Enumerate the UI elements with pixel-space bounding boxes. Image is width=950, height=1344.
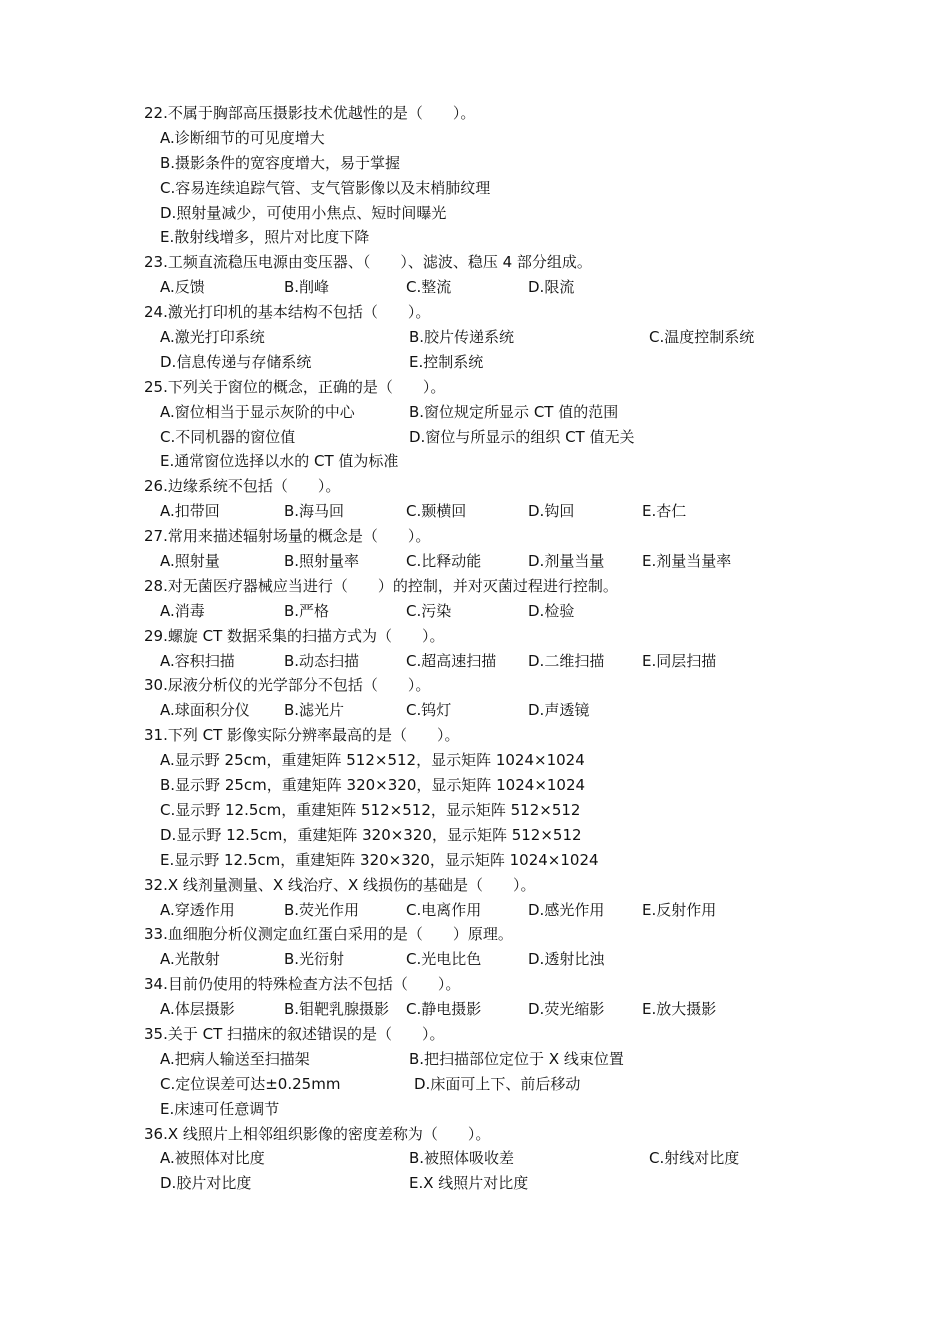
q30-option-d: D.声透镜 (528, 701, 590, 720)
q35-option-b: B.把扫描部位定位于 X 线束位置 (409, 1049, 624, 1068)
q36-option-e: E.X 线照片对比度 (409, 1174, 529, 1193)
question-34-stem: 34.目前仍使用的特殊检查方法不包括（ ）。 (144, 975, 461, 994)
q34-option-d: D.荧光缩影 (528, 1000, 605, 1019)
question-22-stem: 22.不属于胸部高压摄影技术优越性的是（ ）。 (144, 104, 476, 122)
q26-option-b: B.海马回 (284, 502, 345, 521)
question-30-stem: 30.尿液分析仪的光学部分不包括（ ）。 (144, 676, 431, 695)
q28-option-a: A.消毒 (160, 601, 205, 620)
question-24-stem: 24.激光打印机的基本结构不包括（ ）。 (144, 303, 431, 322)
q27-option-d: D.剂量当量 (528, 552, 605, 571)
q24-option-a: A.激光打印系统 (160, 328, 265, 347)
q31-option-d: D.显示野 12.5cm，重建矩阵 320×320，显示矩阵 512×512 (160, 825, 582, 844)
q36-option-a: A.被照体对比度 (160, 1149, 265, 1168)
q23-option-d: D.限流 (528, 278, 575, 297)
question-33-stem: 33.血细胞分析仪测定血红蛋白采用的是（ ）原理。 (144, 925, 513, 944)
q29-option-b: B.动态扫描 (284, 651, 360, 670)
q24-option-b: B.胶片传递系统 (409, 328, 515, 347)
q35-option-c: C.定位误差可达±0.25mm (160, 1074, 341, 1093)
q36-option-b: B.被照体吸收差 (409, 1149, 515, 1168)
q24-option-c: C.温度控制系统 (649, 328, 755, 347)
q27-option-b: B.照射量率 (284, 552, 360, 571)
q24-option-d: D.信息传递与存储系统 (160, 352, 312, 371)
question-36-stem: 36.X 线照片上相邻组织影像的密度差称为（ ）。 (144, 1124, 491, 1143)
q29-option-a: A.容积扫描 (160, 651, 235, 670)
q27-option-a: A.照射量 (160, 552, 220, 571)
q28-option-d: D.检验 (528, 601, 575, 620)
q25-option-e: E.通常窗位选择以水的 CT 值为标准 (160, 452, 399, 471)
q29-option-c: C.超高速扫描 (406, 651, 497, 670)
q35-option-a: A.把病人输送至扫描架 (160, 1049, 310, 1068)
question-31-stem: 31.下列 CT 影像实际分辨率最高的是（ ）。 (144, 726, 460, 745)
question-27-stem: 27.常用来描述辐射场量的概念是（ ）。 (144, 527, 431, 546)
question-26-stem: 26.边缘系统不包括（ ）。 (144, 477, 341, 496)
q25-option-d: D.窗位与所显示的组织 CT 值无关 (409, 427, 635, 446)
q31-option-e: E.显示野 12.5cm，重建矩阵 320×320，显示矩阵 1024×1024 (160, 850, 599, 869)
q36-option-c: C.射线对比度 (649, 1149, 740, 1168)
q31-option-c: C.显示野 12.5cm，重建矩阵 512×512，显示矩阵 512×512 (160, 800, 581, 819)
q35-option-d: D.床面可上下、前后移动 (414, 1074, 581, 1093)
q27-option-e: E.剂量当量率 (642, 552, 732, 571)
q29-option-e: E.同层扫描 (642, 651, 717, 670)
q22-option-c: C.容易连续追踪气管、支气管影像以及末梢肺纹理 (160, 178, 491, 197)
q25-option-a: A.窗位相当于显示灰阶的中心 (160, 402, 355, 421)
question-25-stem: 25.下列关于窗位的概念，正确的是（ ）。 (144, 377, 446, 396)
q25-option-c: C.不同机器的窗位值 (160, 427, 296, 446)
question-32-stem: 32.X 线剂量测量、X 线治疗、X 线损伤的基础是（ ）。 (144, 875, 536, 894)
q32-option-e: E.反射作用 (642, 900, 717, 919)
question-28-stem: 28.对无菌医疗器械应当进行（ ）的控制，并对灭菌过程进行控制。 (144, 576, 618, 595)
q29-option-d: D.二维扫描 (528, 651, 605, 670)
question-35-stem: 35.关于 CT 扫描床的叙述错误的是（ ）。 (144, 1024, 445, 1043)
q26-option-d: D.钩回 (528, 502, 575, 521)
q26-option-a: A.扣带回 (160, 502, 220, 521)
q22-option-a: A.诊断细节的可见度增大 (160, 128, 325, 147)
q30-option-c: C.钨灯 (406, 701, 452, 720)
q28-option-b: B.严格 (284, 601, 330, 620)
q34-option-b: B.钼靶乳腺摄影 (284, 1000, 390, 1019)
q23-option-c: C.整流 (406, 278, 452, 297)
q23-option-b: B.削峰 (284, 278, 330, 297)
q25-option-b: B.窗位规定所显示 CT 值的范围 (409, 402, 619, 421)
q33-option-b: B.光衍射 (284, 950, 345, 969)
q32-option-c: C.电离作用 (406, 900, 482, 919)
q35-option-e: E.床速可任意调节 (160, 1099, 280, 1118)
q27-option-c: C.比释动能 (406, 552, 482, 571)
q28-option-c: C.污染 (406, 601, 452, 620)
q33-option-c: C.光电比色 (406, 950, 482, 969)
question-29-stem: 29.螺旋 CT 数据采集的扫描方式为（ ）。 (144, 626, 445, 645)
q34-option-e: E.放大摄影 (642, 1000, 717, 1019)
q34-option-c: C.静电摄影 (406, 1000, 482, 1019)
q26-option-e: E.杏仁 (642, 502, 687, 521)
q32-option-a: A.穿透作用 (160, 900, 235, 919)
q22-option-e: E.散射线增多，照片对比度下降 (160, 228, 370, 247)
q33-option-a: A.光散射 (160, 950, 220, 969)
q30-option-a: A.球面积分仪 (160, 701, 250, 720)
q23-option-a: A.反馈 (160, 278, 205, 297)
q30-option-b: B.滤光片 (284, 701, 345, 720)
q22-option-d: D.照射量减少，可使用小焦点、短时间曝光 (160, 203, 447, 222)
question-23-stem: 23.工频直流稳压电源由变压器、（ ）、滤波、稳压 4 部分组成。 (144, 253, 592, 272)
q22-option-b: B.摄影条件的宽容度增大，易于掌握 (160, 153, 401, 172)
q36-option-d: D.胶片对比度 (160, 1174, 252, 1193)
q31-option-a: A.显示野 25cm，重建矩阵 512×512，显示矩阵 1024×1024 (160, 751, 585, 770)
q31-option-b: B.显示野 25cm，重建矩阵 320×320，显示矩阵 1024×1024 (160, 776, 586, 795)
q33-option-d: D.透射比浊 (528, 950, 605, 969)
q32-option-b: B.荧光作用 (284, 900, 360, 919)
question-list (144, 101, 824, 1196)
q26-option-c: C.颞横回 (406, 502, 467, 521)
q32-option-d: D.感光作用 (528, 900, 605, 919)
q34-option-a: A.体层摄影 (160, 1000, 235, 1019)
q24-option-e: E.控制系统 (409, 352, 484, 371)
